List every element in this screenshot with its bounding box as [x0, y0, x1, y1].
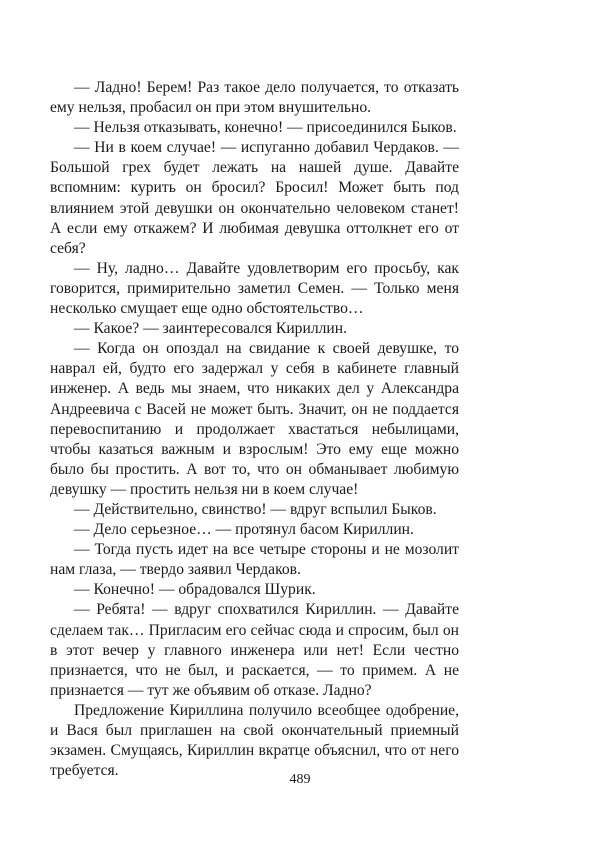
- page-number: 489: [289, 772, 311, 787]
- paragraph: — Ни в коем случае! — испуганно добавил Чердаков. — Большой грех будет лежать на нашей душе. Давайте вспомним: курить он бросил? Бросил! Может быть под влиянием этой девушки он окончательно человеком станет! А если ему откажем? И любимая девушка оттолкнет его от себя?: [50, 139, 459, 257]
- paragraph: — Когда он опоздал на свидание к своей девушке, то наврал ей, будто его задержал у себя в кабинете главный инженер. А ведь мы знаем, что никаких дел у Александра Андреевича с Васей не может быть. Значит, он не поддается перевоспитанию и продолжает хвастаться небылицами, чтобы казаться важным и взрослым! Это ему еще можно было бы простить. А вот то, что он обманывает любимую девушку — простить нельзя ни в коем случае!: [50, 340, 459, 498]
- paragraph: — Тогда пусть идет на все четыре стороны и не мозолит нам глаза, — твердо заявил Чердаков.: [50, 541, 459, 579]
- paragraph: — Дело серьезное… — протянул басом Кириллин.: [74, 521, 414, 539]
- paragraph: Предложение Кириллина получило всеобщее одобрение, и Вася был приглашен на свой окончательный приемный экзамен. Смущаясь, Кириллин вкратце объяснил, что от него требуется.: [50, 701, 459, 780]
- paragraph: — Нельзя отказывать, конечно! — присоединился Быков.: [74, 119, 457, 137]
- page-body-text: [50, 78, 459, 781]
- paragraph: — Ну, ладно… Давайте удовлетворим его просьбу, как говорится, примирительно заметил Семен. — Только меня несколько смущает еще одно обстоятельство…: [50, 259, 459, 318]
- paragraph: — Какое? — заинтересовался Кириллин.: [74, 320, 347, 338]
- paragraph: — Ладно! Берем! Раз такое дело получается, то отказать ему нельзя, пробасил он при этом внушительно.: [50, 79, 459, 117]
- paragraph: — Конечно! — обрадовался Шурик.: [74, 581, 316, 599]
- paragraph: — Ребята! — вдруг спохватился Кириллин. — Давайте сделаем так… Пригласим его сейчас сюда и спросим, был он в этот вечер у главного инженера или нет! Если честно признается, что не был, и раскается, — то примем. А не признается — тут же объявим об отказе. Ладно?: [50, 601, 459, 699]
- paragraph: — Действительно, свинство! — вдруг вспылил Быков.: [74, 500, 437, 518]
